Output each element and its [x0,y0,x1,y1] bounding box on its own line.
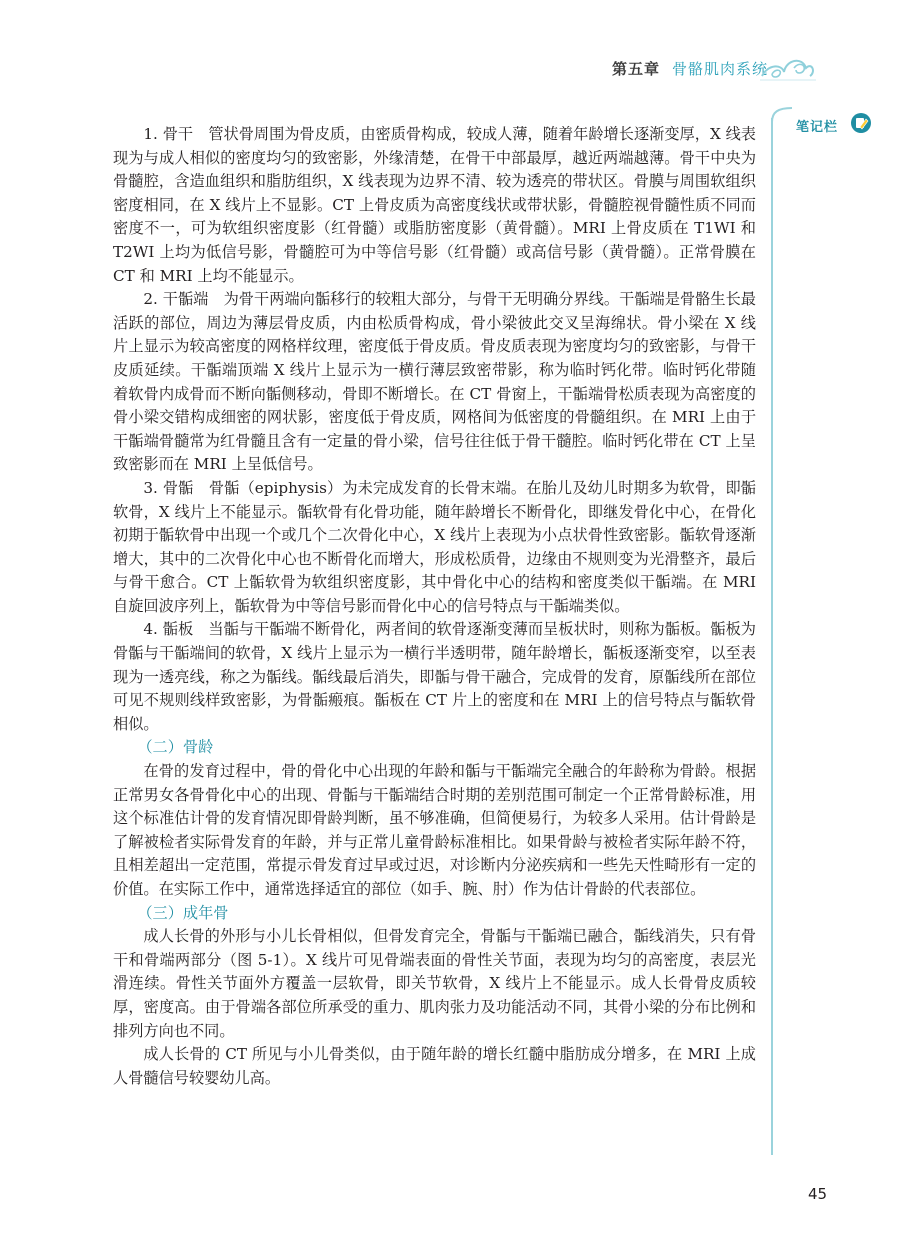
notes-column-label: 笔记栏 [796,120,839,135]
chapter-title: 骨骼肌肉系统 [672,60,769,78]
paragraph-adult-bone-ct: 成人长骨的 CT 所见与小儿骨类似，由于随年龄的增长红髓中脂肪成分增多，在 MRI 上成人骨髓信号较婴幼儿高。 [113,1045,756,1087]
sidebar-curve-decoration [764,104,794,124]
paragraph-epiphysis: 3. 骨骺 骨骺（epiphysis）为未完成发育的长骨末端。在胎儿及幼儿时期多为软骨，即骺软骨，X 线片上不能显示。骺软骨有化骨功能，随年龄增长不断骨化，即继发骨化中心，在骨化初期于骺软骨中出现一个或几个二次骨化中心，X 线片上表现为小点状骨性致密影。骺软骨逐渐增大，其中的二次骨化中心也不断骨化而增大，形成松质骨，边缘由不规则变为光滑整齐，最后与骨干愈合。CT 上骺软骨为软组织密度影，其中骨化中心的结构和密度类似干骺端。在 MRI 自旋回波序列上，骺软骨为中等信号影而骨化中心的信号特点与干骺端类似。 [113,478,756,615]
notes-sidebar-line [771,118,773,1155]
running-header [600,58,890,88]
pencil-note-icon [850,112,872,134]
paragraph-bone-age: 在骨的发育过程中，骨的骨化中心出现的年龄和骺与干骺端完全融合的年龄称为骨龄。根据正常男女各骨骨化中心的出现、骨骺与干骺端结合时期的差别范围可制定一个正常骨龄标准，用这个标准估计骨的发育情况即骨龄判断，虽不够准确，但简便易行，为较多人采用。估计骨龄是了解被检者实际骨发育的年龄，并与正常儿童骨龄标准相比。如果骨龄与被检者实际年龄不符，且相差超出一定范围，常提示骨发育过早或过迟，对诊断内分泌疾病和一些先天性畸形有一定的价值。在实际工作中，通常选择适宜的部位（如手、腕、肘）作为估计骨龄的代表部位。 [113,762,756,898]
section-heading-bone-age: （二）骨龄 [137,738,214,757]
paragraph-metaphysis: 2. 干骺端 为骨干两端向骺移行的较粗大部分，与骨干无明确分界线。干骺端是骨骼生长最活跃的部位，周边为薄层骨皮质，内由松质骨构成，骨小梁彼此交叉呈海绵状。骨小梁在 X 线片上显示为较高密度的网格样纹理，密度低于骨皮质。骨皮质表现为密度均匀的致密影，与骨干皮质延续。干骺端顶端 X 线片上显示为一横行薄层致密带影，称为临时钙化带。临时钙化带随着软骨内成骨而不断向骺侧移动，骨即不断增长。在 CT 骨窗上，干骺端骨松质表现为高密度的骨小梁交错构成细密的网状影，密度低于骨皮质，网格间为低密度的骨髓组织。在 MRI 上由于干骺端骨髓常为红骨髓且含有一定量的骨小梁，信号往往低于骨干髓腔。临时钙化带在 CT 上呈致密影而在 MRI 上呈低信号。 [113,290,756,474]
page-number: 45 [808,1185,828,1203]
paragraph-diaphysis: 1. 骨干 管状骨周围为骨皮质，由密质骨构成，较成人薄，随着年龄增长逐渐变厚，X 线表现为与成人相似的密度均匀的致密影，外缘清楚，在骨干中部最厚，越近两端越薄。骨干中央为骨髓腔，含造血组织和脂肪组织，X 线表现为边界不清、较为透亮的带状区。骨膜与周围软组织密度相同，在 X 线片上不显影。CT 上骨皮质为高密度线状或带状影，骨髓腔视骨髓性质不同而密度不一，可为软组织密度影（红骨髓）或脂肪密度影（黄骨髓）。MRI 上骨皮质在 T1WI 和 T2WI 上均为低信号影，骨髓腔可为中等信号影（红骨髓）或高信号影（黄骨髓）。正常骨膜在 CT 和 MRI 上均不能显示。 [113,125,756,285]
chapter-label: 第五章 [612,60,661,78]
main-text [113,123,756,1090]
cloud-ornament-icon [758,46,818,86]
paragraph-growth-plate: 4. 骺板 当骺与干骺端不断骨化，两者间的软骨逐渐变薄而呈板状时，则称为骺板。骺板为骨骺与干骺端间的软骨，X 线片上显示为一横行半透明带，随年龄增长，骺板逐渐变窄，以至表现为一透亮线，称之为骺线。骺线最后消失，即骺与骨干融合，完成骨的发育，原骺线所在部位可见不规则线样致密影，为骨骺瘢痕。骺板在 CT 片上的密度和在 MRI 上的信号特点与骺软骨相似。 [113,620,756,733]
section-heading-adult-bone: （三）成年骨 [137,903,229,922]
paragraph-adult-bone: 成人长骨的外形与小儿长骨相似，但骨发育完全，骨骺与干骺端已融合，骺线消失，只有骨干和骨端两部分（图 5-1）。X 线片可见骨端表面的骨性关节面，表现为均匀的高密度，表层光滑连续。骨性关节面外方覆盖一层软骨，即关节软骨，X 线片上不能显示。成人长骨骨皮质较厚，密度高。由于骨端各部位所承受的重力、肌肉张力及功能活动不同，其骨小梁的分布比例和排列方向也不同。 [113,927,756,1040]
